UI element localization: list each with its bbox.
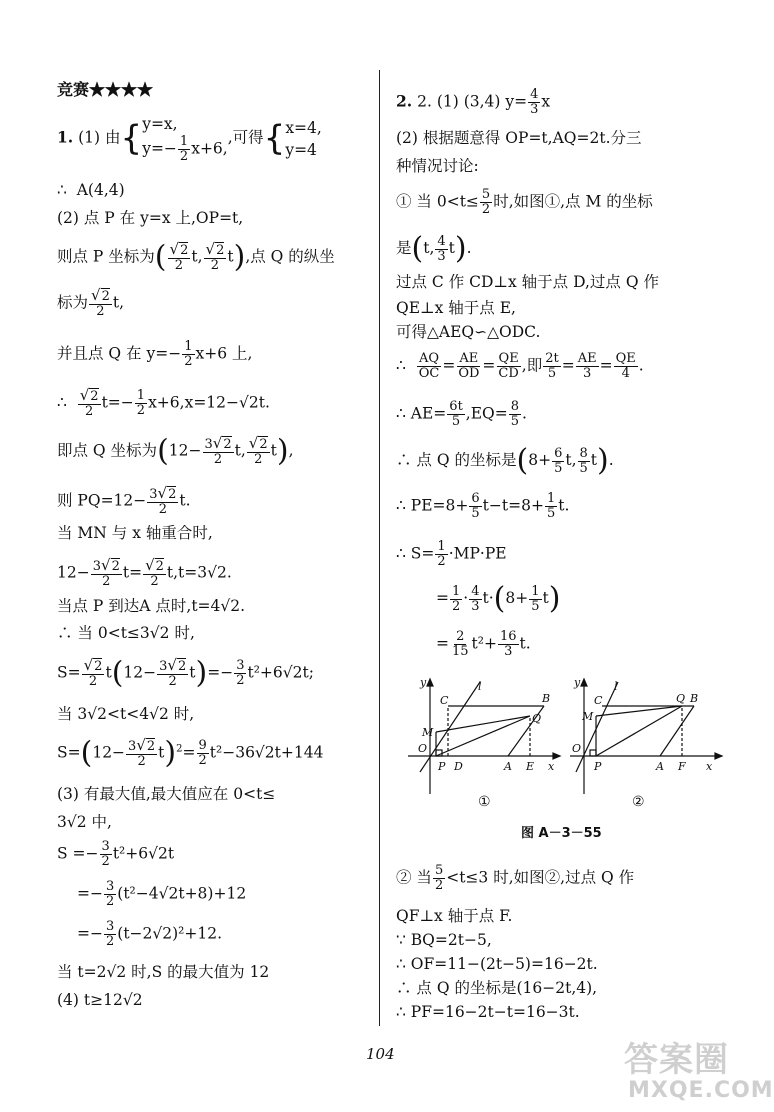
r-line-3: 种情况讨论: — [396, 157, 479, 175]
line-20: S =− $\frac{3}{2}$ t²+6√2t — [57, 839, 175, 869]
fig1-label-A: A — [504, 760, 512, 773]
r-line-17: QF⊥x 轴于点 F. — [396, 907, 513, 925]
fig1-label-E: E — [526, 760, 535, 773]
line-24: (4) t≥12√2 — [57, 991, 143, 1009]
fig2-label-A: A — [656, 760, 664, 773]
fig2-label-Q: Q — [676, 692, 686, 705]
r-line-20: ∴ 点 Q 的坐标是(16−2t,4), — [396, 979, 598, 997]
fig2-label-M: M — [582, 710, 594, 723]
fig1-label-D: D — [454, 760, 463, 773]
line-17: S=(12− $\frac{3√2}{2}$ t)$^2$= $\frac{9}{2}$ t²−36√2t+144 — [57, 735, 324, 771]
watermark-logo — [618, 1032, 774, 1110]
fig1-caption: ① — [478, 794, 491, 810]
figure-caption: 图 A－3－55 — [521, 826, 602, 841]
line-19: 3√2 中, — [57, 813, 112, 831]
fig1-label-l: l — [478, 680, 482, 693]
r-line-2: (2) 根据题意得 OP=t,AQ=2t.分三 — [396, 129, 642, 147]
r-line-1: 2. 2. (1) (3,4) y= $\frac{4}{3}$ x — [396, 87, 551, 117]
fig2-label-B: B — [690, 692, 699, 705]
r-line-15: = $\frac{2}{15}$ t²+ $\frac{16}{3}$ t. — [436, 629, 531, 659]
fig2-label-l: l — [614, 680, 618, 693]
line-13: 当点 P 到达A 点时,t=4√2. — [57, 597, 246, 615]
column-divider — [379, 70, 380, 1026]
line-7: 并且点 Q 在 y=− $\frac{1}{2}$ x+6 上, — [57, 339, 253, 369]
fig2-label-O: O — [572, 742, 582, 755]
fig1-label-P: P — [438, 760, 446, 773]
r-line-13: ∴ S= $\frac{1}{2}$ ·MP·PE — [396, 539, 507, 569]
r-line-6: 过点 C 作 CD⊥x 轴于点 D,过点 Q 作 — [396, 273, 659, 291]
r-line-5: 是(t, $\frac{4}{3}$ t). — [396, 231, 472, 266]
r-line-10: ∴ AE= $\frac{6t}{5}$ ,EQ= $\frac{8}{5}$ . — [396, 399, 527, 429]
line-18: (3) 有最大值,最大值应在 0<t≤ — [57, 785, 276, 803]
fig1-label-Q: Q — [532, 712, 542, 725]
line-5: 则点 P 坐标为( $\frac{√2}{2}$ t, $\frac{√2}{2}$ t),点 Q 的纵坐 — [57, 239, 335, 275]
fig2-label-C: C — [594, 694, 603, 707]
line-12: 12− $\frac{3√2}{2}$ t= $\frac{√2}{2}$ t,t=3√2. — [57, 556, 232, 589]
fig2-caption: ② — [632, 794, 645, 810]
r-line-4: ① 当 0<t≤ $\frac{5}{2}$ 时,如图①,点 M 的坐标 — [396, 187, 653, 217]
line-A: ∴ A(4,4) — [57, 181, 125, 199]
r-line-12: ∴ PE=8+ $\frac{6}{5}$ t−t=8+ $\frac{1}{5}$ t. — [396, 491, 570, 521]
line-15: S= $\frac{√2}{2}$ t(12− $\frac{3√2}{2}$ t)=− $\frac{3}{2}$ t²+6√2t; — [57, 655, 314, 691]
fig1-label-B: B — [542, 692, 551, 705]
r-line-14: = $\frac{1}{2}$ · $\frac{4}{3}$ t·(8+ $\frac{1}{5}$ t) — [436, 581, 561, 616]
line-14: ∴ 当 0<t≤3√2 时, — [57, 624, 195, 642]
r-line-7: QE⊥x 轴于点 E, — [396, 299, 516, 317]
fig1-label-x: x — [548, 760, 555, 773]
figure-2 — [570, 679, 722, 794]
geometry-figures — [408, 676, 728, 816]
line-10: 则 PQ=12− $\frac{3√2}{2}$ t. — [57, 484, 191, 517]
r-line-18: ∵ BQ=2t−5, — [396, 931, 492, 949]
line-21: =− $\frac{3}{2}$ (t²−4√2t+8)+12 — [77, 879, 247, 909]
r-line-19: ∴ OF=11−(2t−5)=16−2t. — [396, 955, 598, 973]
line-11: 当 MN 与 x 轴重合时, — [57, 524, 213, 542]
r-line-21: ∴ PF=16−2t−t=16−3t. — [396, 1003, 580, 1021]
watermark-line-1: 答案圈 — [624, 1040, 729, 1080]
line-4: (2) 点 P 在 y=x 上,OP=t, — [57, 209, 244, 227]
problem-1-part-1: 1. (1) 由{ y=x, y=− $\frac{1}{2}$ x+6, ,可得{ x=4, y=4 — [57, 115, 322, 164]
section-heading: 竞赛★★★★ — [57, 80, 154, 99]
line-6: 标为 $\frac{√2}{2}$ t, — [57, 286, 125, 319]
fig1-label-C: C — [440, 694, 449, 707]
line-22: =− $\frac{3}{2}$ (t−2√2)²+12. — [77, 919, 223, 949]
line-16: 当 3√2<t<4√2 时, — [57, 705, 195, 723]
page-number: 104 — [366, 1045, 395, 1063]
r-line-9: ∴ $\frac{AQ}{OC}$ = $\frac{AE}{OD}$ = $\frac{QE}{CD}$ ,即 $\frac{2t}{5}$ = $\frac{AE}{3}$ = $\frac{QE}{4}$ . — [396, 351, 644, 381]
fig2-label-P: P — [594, 760, 602, 773]
fig1-label-M: M — [422, 726, 434, 739]
r-line-16: ② 当 $\frac{5}{2}$ <t≤3 时,如图②,过点 Q 作 — [396, 863, 635, 893]
line-9: 即点 Q 坐标为(12− $\frac{3√2}{2}$ t, $\frac{√2}{2}$ t), — [57, 433, 294, 469]
fig2-label-F: F — [678, 760, 686, 773]
r-line-8: 可得△AEQ∽△ODC. — [396, 323, 541, 341]
fig2-label-x: x — [706, 760, 713, 773]
fig2-label-y: y — [574, 676, 581, 689]
line-8: ∴ $\frac{√2}{2}$ t=− $\frac{1}{2}$ x+6,x=12−√2t. — [57, 386, 270, 419]
figure-1-labels — [418, 676, 555, 810]
line-23: 当 t=2√2 时,S 的最大值为 12 — [57, 963, 270, 981]
watermark-line-2: MXQE.COM — [628, 1078, 774, 1103]
figure-2-labels — [572, 676, 713, 810]
fig1-label-y: y — [420, 676, 427, 689]
fig1-label-O: O — [418, 742, 428, 755]
r-line-11: ∴ 点 Q 的坐标是(8+ $\frac{6}{5}$ t, $\frac{8}{5}$ t). — [396, 443, 614, 478]
